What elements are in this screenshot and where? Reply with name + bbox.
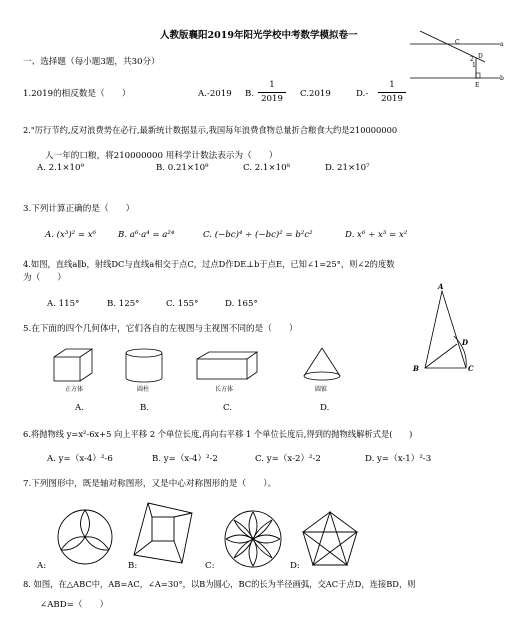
fig2-label-b: B [413,364,419,373]
shape-label-cube: 正方体 [65,386,84,393]
q2-line2: 人一年的口粮，将210000000 用科学计数法表示为（ ） [45,151,278,161]
q7-stem: 7.下列图形中，既是轴对称图形，又是中心对称图形的是（ ）。 [23,479,277,489]
shape-label-cuboid: 长方体 [215,386,234,393]
q6-option-a[interactable]: A. y=（x-4）²-6 [47,454,113,464]
q1-d-denominator: 2019 [381,94,403,104]
fig1-label-d: D [478,53,483,60]
q5-option-c[interactable]: C. [223,403,233,413]
q1-option-d-prefix[interactable]: D.- [356,89,369,99]
q3-stem: 3.下列计算正确的是（ ） [23,204,135,214]
q5-option-b[interactable]: B. [140,403,150,413]
trefoil-circle-figure [56,508,114,566]
q1-option-b-fraction [258,80,286,105]
q5-option-d[interactable]: D. [320,403,330,413]
q5-option-a[interactable]: A. [75,403,84,413]
cone-shape [300,346,346,384]
page-title: 人教版襄阳2019年阳光学校中考数学模拟卷一 [160,30,358,41]
q7-option-c[interactable]: C: [205,561,215,571]
q2-option-a[interactable]: A. 2.1×10⁹ [37,163,84,173]
q3-option-b[interactable]: B. a⁶·a⁴ = a²⁴ [118,230,175,240]
q6-option-b[interactable]: B. y=（x-4）²-2 [152,454,218,464]
q4-option-c[interactable]: C. 155° [166,299,199,309]
shape-label-cone: 圆锥 [315,386,328,393]
fig1-label-a: a [500,41,504,48]
q4-option-a[interactable]: A. 115° [47,299,80,309]
q3-option-c[interactable]: C. (−bc)⁴ ÷ (−bc)² = b²c² [203,230,313,240]
fig1-label-b: b [500,75,504,82]
q6-option-c[interactable]: C. y=（x-2）²-2 [255,454,321,464]
q2-option-b[interactable]: B. 0.21×10⁹ [156,163,209,173]
cuboid-shape [195,350,261,382]
triangle-abc-figure [420,286,480,376]
q3-option-d[interactable]: D. x⁶ ÷ x³ = x² [345,230,408,240]
q2-option-d[interactable]: D. 21×10⁷ [325,163,370,173]
q5-stem: 5.在下面的四个几何体中，它们各自的左视图与主视图不同的是（ ） [23,324,298,334]
rotated-square-figure [130,501,194,567]
q1-d-numerator: 1 [389,80,395,90]
q1-b-numerator: 1 [269,80,275,90]
parallel-lines-figure [410,26,510,96]
q1-stem: 1.2019的相反数是（ ） [23,89,131,99]
q7-option-d[interactable]: D: [290,561,300,571]
q7-option-b[interactable]: B: [128,561,138,571]
q2-option-c[interactable]: C. 2.1×10⁸ [243,163,290,173]
q8-line2: ∠ABD=（ ） [40,600,109,610]
q6-stem: 6.将抛物线 y=x²-6x+5 向上平移 2 个单位长度,再向右平移 1 个单位长度后,得到的抛物线解析式是( ) [23,429,413,439]
q1-b-denominator: 2019 [261,94,283,104]
q3-option-a[interactable]: A. (x³)² = x⁶ [45,230,97,240]
q4-option-d[interactable]: D. 165° [225,299,258,309]
q4-option-b[interactable]: B. 125° [107,299,140,309]
cube-shape [52,347,98,383]
fig1-label-2: 2 [470,56,474,63]
fig1-label-c: C [455,39,460,46]
fig2-label-a: A [438,282,444,291]
fig2-label-d: D [462,338,469,347]
q1-option-c[interactable]: C.2019 [300,89,331,99]
q1-option-d-fraction [378,80,406,105]
fig2-label-c: C [468,364,474,373]
q1-option-b-prefix[interactable]: B. [245,89,255,99]
fig1-label-1: 1 [472,62,476,69]
q8-line1: 8. 如图，在△ABC中，AB=AC，∠A=30°，以B为圆心，BC的长为半径画弧，交AC于点D，连接BD，则 [23,579,416,589]
cylinder-shape [122,348,166,384]
pentagram-figure [300,510,360,568]
section-heading: 一、选择题（每小题3题，共30分） [23,57,160,67]
q6-option-d[interactable]: D. y=（x-1）²-3 [365,454,432,464]
q4-line1: 4.如图，直线a∥b，射线DC与直线a相交于点C，过点D作DE⊥b于点E，已知∠1=25°，则∠2的度数 [23,259,395,269]
q4-line2: 为（ ） [23,273,66,283]
q1-option-a[interactable]: A.-2019 [198,89,232,99]
flower-circle-figure [222,508,284,570]
q2-line1: 2."厉行节约,反对浪费势在必行,最新统计数据显示,我国每年浪费食物总量折合粮食大约是210000000 [23,125,398,135]
shape-label-cylinder: 圆柱 [137,386,150,393]
fig1-label-e: E [475,82,480,89]
q7-option-a[interactable]: A: [37,561,47,571]
